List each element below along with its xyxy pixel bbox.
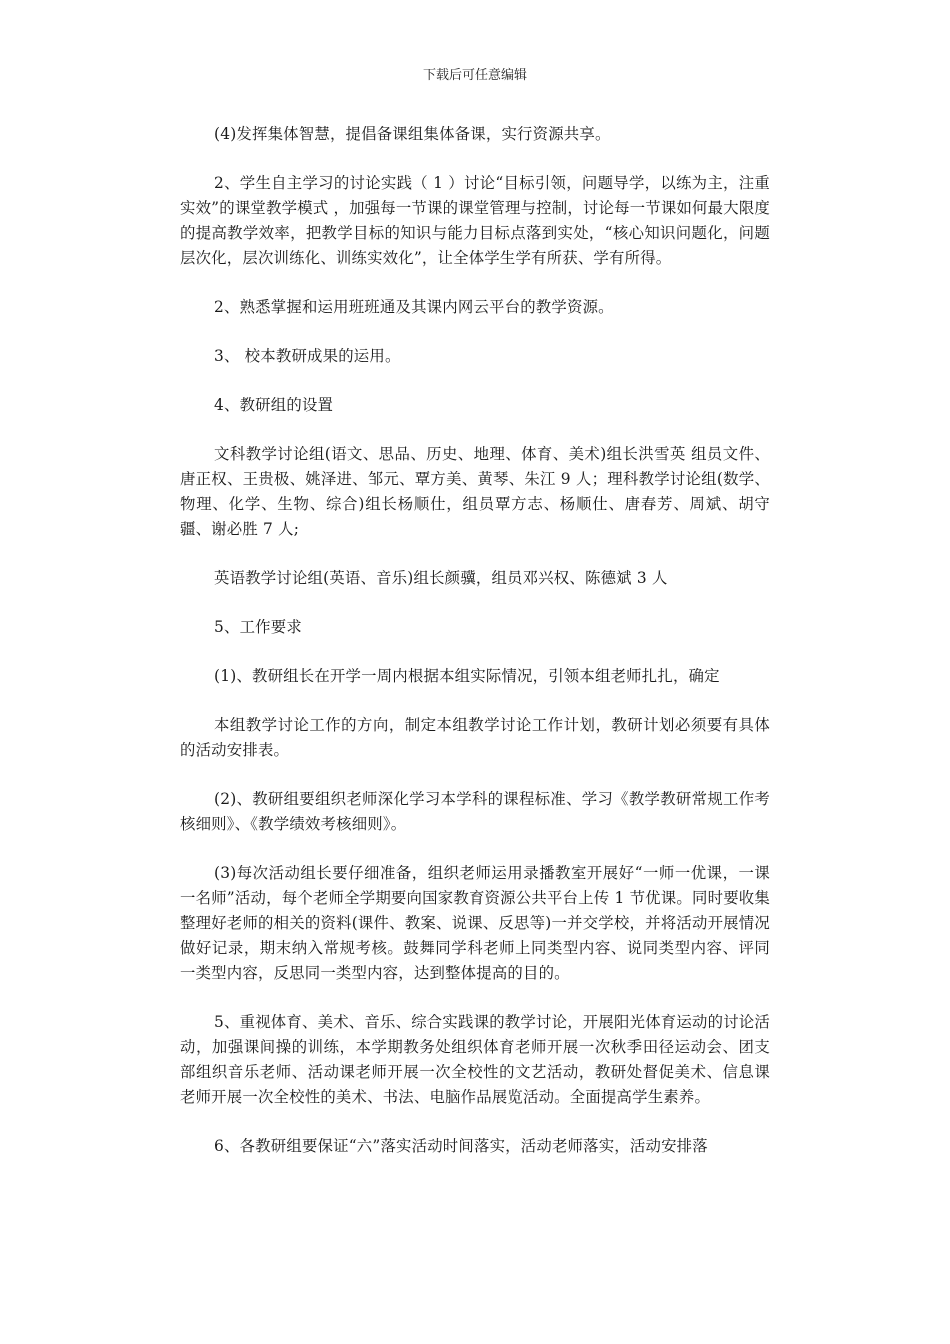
paragraph-9: (1)、教研组长在开学一周内根据本组实际情况，引领本组老师扎扎，确定 (214, 667, 720, 685)
paragraph-5: 4、教研组的设置 (214, 396, 334, 414)
paragraph-3: 2、熟悉掌握和运用班班通及其课内网云平台的教学资源。 (214, 298, 614, 316)
paragraph-11: (2)、教研组要组织老师深化学习本学科的课程标准、学习《教学教研常规工作考核细则》、《教学绩效考核细则》。 (180, 790, 770, 833)
paragraph-4: 3、 校本教研成果的运用。 (214, 347, 401, 365)
paragraph-12: (3)每次活动组长要仔细准备，组织老师运用录播教室开展好“一师一优课，一课一名师”活动，每个老师全学期要向国家教育资源公共平台上传 1 节优课。同时要收集整理好老师的相关的资料(课件、教案、说课、反思等)一并交学校，并将活动开展情况做好记录，期末纳入常规考核。鼓舞同学科老师上同类型内容、说同类型内容、评同一类型内容，反思同一类型内容，达到整体提高的目的。 (180, 864, 770, 982)
document-body (180, 122, 770, 1183)
paragraph-1: (4)发挥集体智慧，提倡备课组集体备课，实行资源共享。 (214, 125, 611, 143)
paragraph-10: 本组教学讨论工作的方向，制定本组教学讨论工作计划，教研计划必须要有具体的活动安排表。 (180, 716, 770, 759)
paragraph-7: 英语教学讨论组(英语、音乐)组长颜骥，组员邓兴权、陈德斌 3 人 (214, 569, 668, 587)
paragraph-2: 2、学生自主学习的讨论实践（ 1 ）讨论“目标引领，问题导学，以练为主，注重实效”的课堂教学模式 ，加强每一节课的课堂管理与控制，讨论每一节课如何最大限度的提高教学效率，把教学目标的知识与能力目标点落到实处，“核心知识问题化，问题层次化，层次训练化、训练实效化”，让全体学生学有所获、学有所得。 (180, 174, 771, 267)
paragraph-14: 6、各教研组要保证“六”落实活动时间落实，活动老师落实，活动安排落 (214, 1137, 708, 1155)
paragraph-8: 5、工作要求 (214, 618, 302, 636)
page-header: 下载后可任意编辑 (422, 68, 527, 83)
paragraph-6: 文科教学讨论组(语文、思品、历史、地理、体育、美术)组长洪雪英 组员文件、唐正权、王贵极、姚泽进、邹元、覃方美、黄琴、朱江 9 人；理科教学讨论组(数学、物理、化学、生物、综合)组长杨顺仕，组员覃方志、杨顺仕、唐春芳、周斌、胡守疆、谢必胜 7 人; (180, 445, 770, 538)
paragraph-13: 5、重视体育、美术、音乐、综合实践课的教学讨论，开展阳光体育运动的讨论活动，加强课间操的训练，本学期教务处组织体育老师开展一次秋季田径运动会、团支部组织音乐老师、活动课老师开展一次全校性的文艺活动，教研处督促美术、信息课老师开展一次全校性的美术、书法、电脑作品展览活动。全面提高学生素养。 (180, 1013, 770, 1106)
